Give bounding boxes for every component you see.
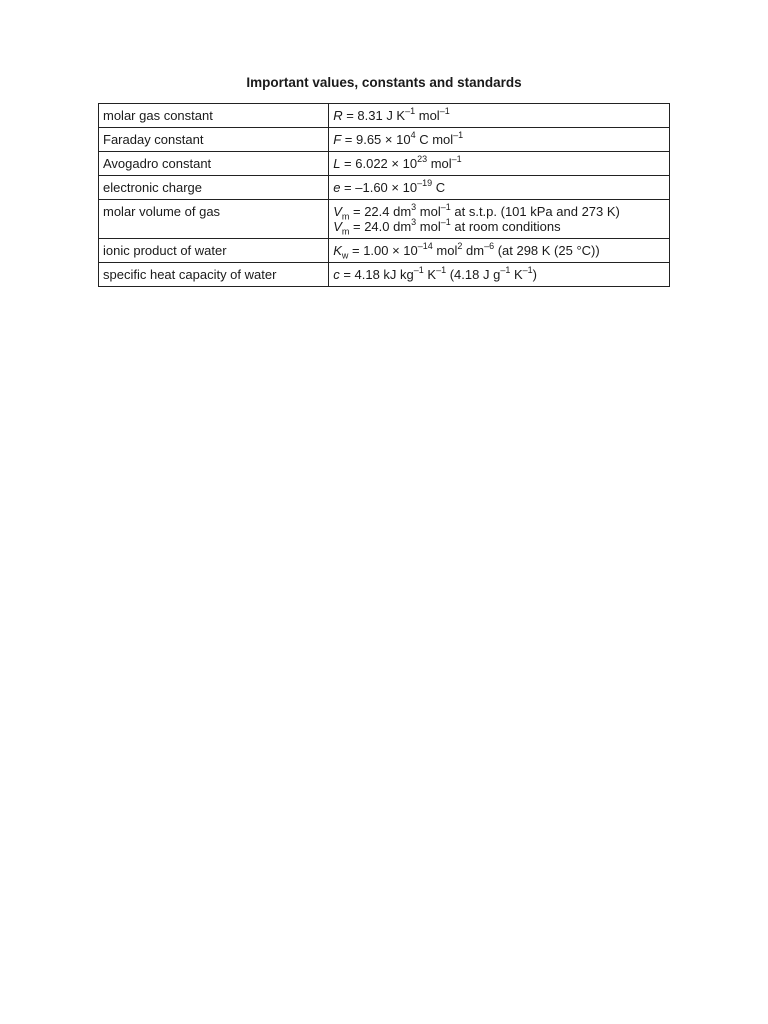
value-text: (4.18 J g bbox=[446, 267, 501, 282]
constant-value-line bbox=[333, 105, 665, 123]
superscript: –14 bbox=[417, 240, 433, 251]
constant-value-line bbox=[333, 153, 665, 171]
value-text: ) bbox=[532, 267, 537, 282]
symbol: F bbox=[333, 132, 342, 147]
constant-value bbox=[329, 263, 670, 287]
superscript: –1 bbox=[522, 264, 533, 275]
value-text: mol bbox=[427, 156, 452, 171]
value-text: = 4.18 kJ kg bbox=[339, 267, 414, 282]
constant-value-line bbox=[333, 240, 665, 261]
constant-name: Avogadro constant bbox=[99, 152, 329, 176]
value-text: K bbox=[423, 267, 437, 282]
constant-value-line bbox=[333, 177, 665, 195]
constant-value-line bbox=[333, 216, 665, 237]
value-text: dm bbox=[462, 243, 485, 258]
constant-value bbox=[329, 152, 670, 176]
superscript: –1 bbox=[439, 105, 450, 116]
constant-value bbox=[329, 200, 670, 239]
superscript: 2 bbox=[457, 240, 463, 251]
symbol: e bbox=[333, 180, 341, 195]
symbol: L bbox=[333, 156, 341, 171]
value-text: at room conditions bbox=[450, 219, 561, 234]
constant-name: specific heat capacity of water bbox=[99, 263, 329, 287]
constant-name: electronic charge bbox=[99, 176, 329, 200]
table-row bbox=[99, 200, 670, 239]
value-text: = 22.4 dm bbox=[349, 204, 412, 219]
superscript: –1 bbox=[440, 201, 451, 212]
superscript: –1 bbox=[453, 129, 464, 140]
constant-value-line bbox=[333, 264, 665, 282]
subscript: m bbox=[341, 211, 350, 222]
value-text: at s.t.p. (101 kPa and 273 K) bbox=[450, 204, 620, 219]
value-text: = 24.0 dm bbox=[349, 219, 412, 234]
value-text: = 6.022 × 10 bbox=[340, 156, 418, 171]
superscript: –1 bbox=[500, 264, 511, 275]
subscript: w bbox=[341, 250, 349, 261]
constant-value bbox=[329, 176, 670, 200]
subscript: m bbox=[341, 226, 350, 237]
symbol: V bbox=[333, 219, 342, 234]
constant-name: ionic product of water bbox=[99, 239, 329, 263]
superscript: 3 bbox=[411, 216, 417, 227]
constant-value bbox=[329, 239, 670, 263]
symbol: c bbox=[333, 267, 340, 282]
constants-table-body bbox=[99, 104, 670, 287]
value-text: mol bbox=[432, 243, 458, 258]
superscript: –1 bbox=[440, 216, 451, 227]
superscript: –6 bbox=[484, 240, 495, 251]
value-text: = 1.00 × 10 bbox=[348, 243, 418, 258]
table-row bbox=[99, 128, 670, 152]
symbol: R bbox=[333, 108, 343, 123]
table-row bbox=[99, 176, 670, 200]
value-text: = –1.60 × 10 bbox=[340, 180, 418, 195]
table-row bbox=[99, 239, 670, 263]
table-row bbox=[99, 263, 670, 287]
value-text: K bbox=[510, 267, 523, 282]
table-row bbox=[99, 104, 670, 128]
superscript: –1 bbox=[436, 264, 447, 275]
symbol: K bbox=[333, 243, 342, 258]
superscript: 3 bbox=[411, 201, 417, 212]
value-text: mol bbox=[416, 219, 441, 234]
value-text: C bbox=[432, 180, 446, 195]
page-title: Important values, constants and standards bbox=[246, 75, 522, 90]
superscript: –1 bbox=[413, 264, 424, 275]
superscript: –19 bbox=[417, 177, 433, 188]
constant-value-line bbox=[333, 201, 665, 222]
value-text: mol bbox=[415, 108, 440, 123]
symbol: V bbox=[333, 204, 342, 219]
constant-name: Faraday constant bbox=[99, 128, 329, 152]
constants-table bbox=[98, 103, 670, 287]
value-text: mol bbox=[416, 204, 441, 219]
value-text: C mol bbox=[415, 132, 454, 147]
table-row bbox=[99, 152, 670, 176]
value-text: = 9.65 × 10 bbox=[341, 132, 411, 147]
superscript: 23 bbox=[417, 153, 428, 164]
constant-name: molar volume of gas bbox=[99, 200, 329, 239]
value-text: = 8.31 J K bbox=[342, 108, 406, 123]
superscript: –1 bbox=[451, 153, 462, 164]
value-text: (at 298 K (25 °C)) bbox=[494, 243, 600, 258]
superscript: –1 bbox=[405, 105, 416, 116]
constant-value bbox=[329, 104, 670, 128]
constant-value bbox=[329, 128, 670, 152]
superscript: 4 bbox=[410, 129, 416, 140]
constant-name: molar gas constant bbox=[99, 104, 329, 128]
constant-value-line bbox=[333, 129, 665, 147]
